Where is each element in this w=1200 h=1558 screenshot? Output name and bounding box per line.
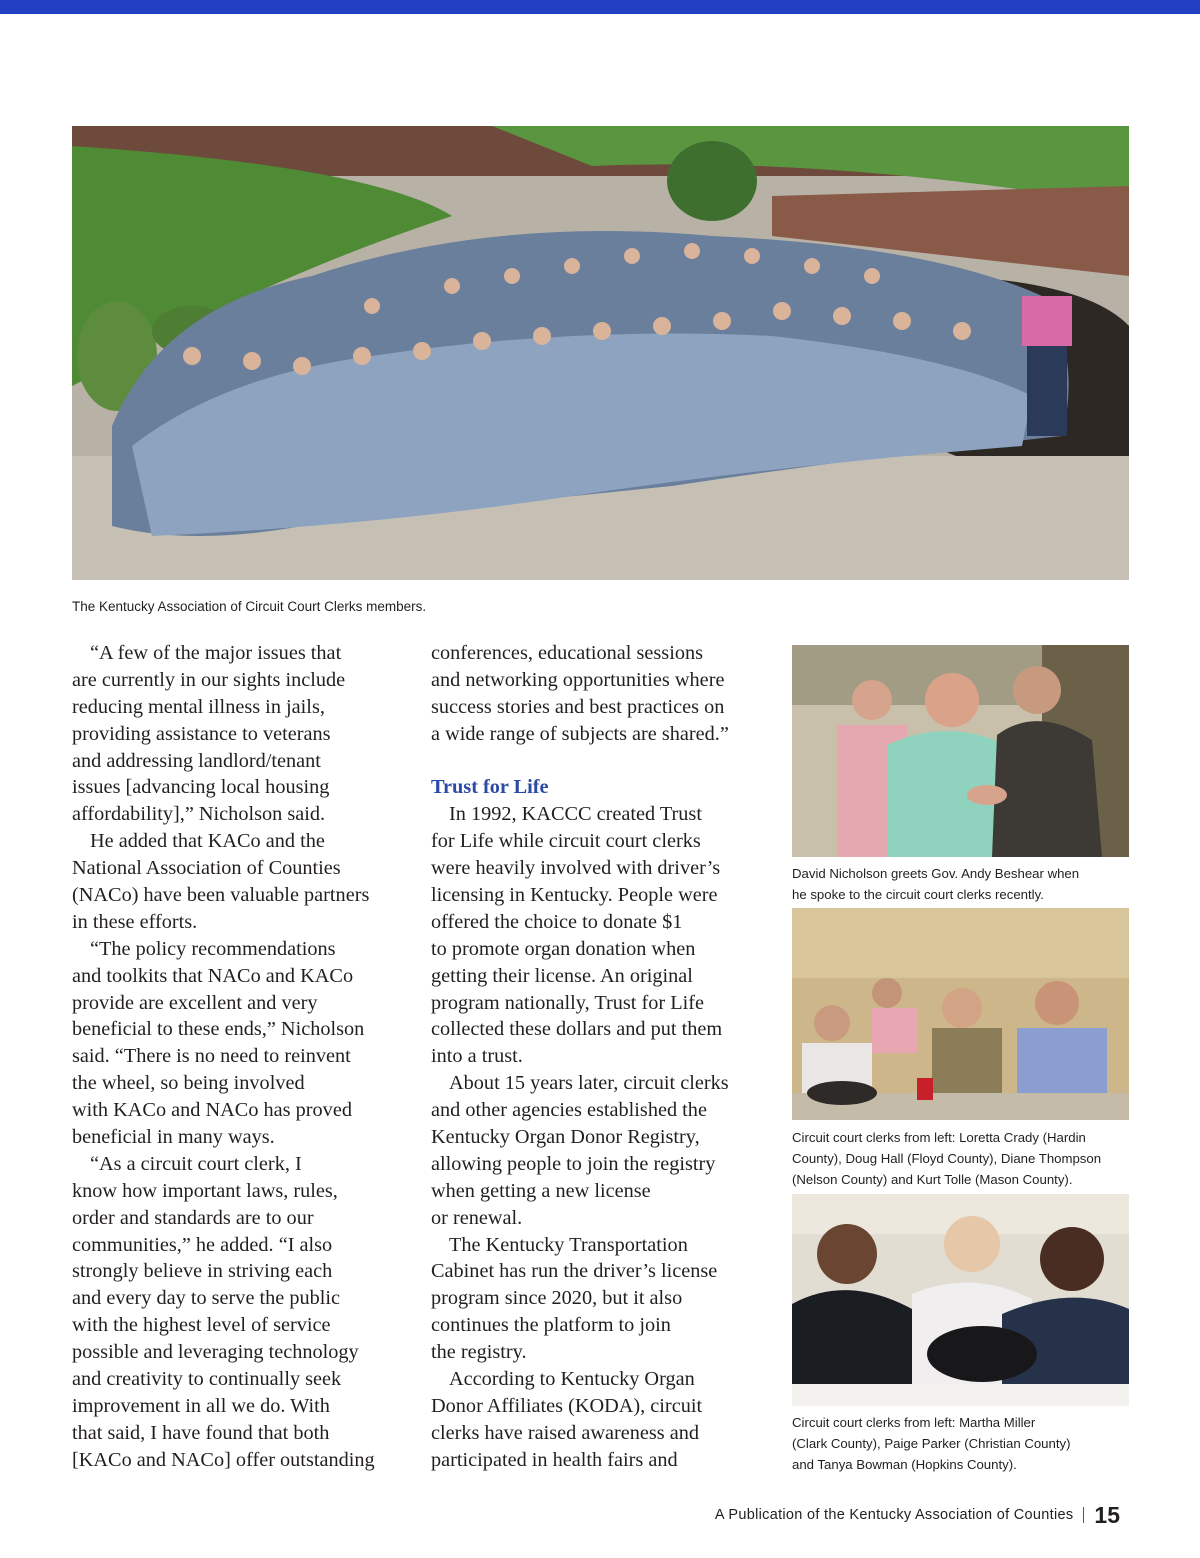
column1-line: provide are excellent and very (72, 991, 318, 1014)
column2-line: or renewal. (431, 1206, 523, 1229)
handshake-photo (792, 645, 1129, 857)
column2-line: Cabinet has run the driver’s license (431, 1260, 718, 1283)
caption-line: and Tanya Bowman (Hopkins County). (792, 1457, 1017, 1472)
column2-line: program since 2020, but it also (431, 1287, 683, 1310)
column2-line: for Life while circuit court clerks (431, 830, 701, 853)
column1-line: and toolkits that NACo and KACo (72, 964, 354, 987)
caption-line: David Nicholson greets Gov. Andy Beshear when (792, 866, 1080, 881)
column1-line: in these efforts. (72, 910, 198, 933)
page-number: 15 (1094, 1501, 1120, 1528)
meeting-caption (792, 1127, 1101, 1190)
column1-line: said. “There is no need to reinvent (72, 1045, 351, 1068)
column2-line: and other agencies established the (431, 1099, 707, 1122)
footer-divider (1083, 1507, 1084, 1523)
page-footer (715, 1500, 1120, 1530)
paragraph-gap (431, 748, 729, 775)
top-accent-bar (0, 0, 1200, 14)
column1-line: beneficial to these ends,” Nicholson (72, 1018, 365, 1041)
column2-line: collected these dollars and put them (431, 1018, 723, 1041)
column2-line: The Kentucky Transportation (449, 1233, 688, 1256)
column1-line: possible and leveraging technology (72, 1341, 359, 1364)
column2-line: the registry. (431, 1341, 527, 1364)
caption-line: (Clark County), Paige Parker (Christian County) (792, 1436, 1071, 1451)
publication-name: A Publication of the Kentucky Association of Counties (714, 1507, 1074, 1523)
column2-line: success stories and best practices on (431, 695, 725, 718)
column2-line: when getting a new license (431, 1179, 651, 1202)
column1-line: providing assistance to veterans (72, 722, 331, 745)
column2-line: allowing people to join the registry (431, 1152, 716, 1175)
caption-line: (Nelson County) and Kurt Tolle (Mason County). (792, 1172, 1073, 1187)
column1-line: communities,” he added. “I also (72, 1233, 333, 1256)
handshake-caption (792, 863, 1079, 905)
column2-line: licensing in Kentucky. People were (431, 884, 718, 907)
column2-line: clerks have raised awareness and (431, 1421, 700, 1444)
column2-line: According to Kentucky Organ (449, 1368, 695, 1391)
column2-line: participated in health fairs and (431, 1448, 678, 1471)
group-photo (72, 126, 1129, 580)
meeting-photo (792, 908, 1129, 1120)
caption-line: he spoke to the circuit court clerks recently. (792, 887, 1044, 902)
column1-line: National Association of Counties (72, 857, 341, 880)
column2-line: program nationally, Trust for Life (431, 991, 705, 1014)
column1-line: with the highest level of service (72, 1314, 331, 1337)
column2-line: conferences, educational sessions (431, 642, 704, 664)
column1-line: beneficial in many ways. (72, 1126, 275, 1149)
caption-line: Circuit court clerks from left: Loretta Crady (Hardin (792, 1130, 1086, 1145)
column1-line: order and standards are to our (72, 1206, 314, 1229)
caption-line: County), Doug Hall (Floyd County), Diane Thompson (792, 1151, 1102, 1166)
audience-caption (792, 1412, 1071, 1475)
article-column-1 (72, 640, 375, 1474)
article-column-2 (431, 640, 729, 1474)
column1-line: the wheel, so being involved (72, 1072, 305, 1095)
column1-line: and addressing landlord/tenant (72, 749, 321, 772)
column2-line: Donor Affiliates (KODA), circuit (431, 1394, 703, 1417)
column2-line: About 15 years later, circuit clerks (449, 1072, 729, 1095)
main-photo-caption: The Kentucky Association of Circuit Court Clerks members. (72, 599, 427, 614)
column1-line: and creativity to continually seek (72, 1368, 342, 1391)
column1-line: “A few of the major issues that (90, 642, 342, 664)
column2-line: into a trust. (431, 1045, 523, 1068)
column2-line: to promote organ donation when (431, 937, 696, 960)
column1-line: improvement in all we do. With (72, 1394, 330, 1417)
column1-line: know how important laws, rules, (72, 1179, 338, 1202)
section-heading: Trust for Life (431, 776, 549, 799)
column2-line: were heavily involved with driver’s (431, 857, 721, 880)
caption-line: Circuit court clerks from left: Martha Miller (792, 1415, 1036, 1430)
column2-line: continues the platform to join (431, 1314, 671, 1337)
column2-line: offered the choice to donate $1 (431, 910, 683, 933)
column2-line: getting their license. An original (431, 964, 693, 987)
column1-line: reducing mental illness in jails, (72, 695, 325, 718)
column2-line: and networking opportunities where (431, 668, 725, 691)
column1-line: issues [advancing local housing (72, 776, 330, 799)
column1-line: strongly believe in striving each (72, 1260, 333, 1283)
column1-line: He added that KACo and the (90, 830, 325, 853)
column1-line: affordability],” Nicholson said. (72, 803, 326, 826)
column2-line: In 1992, KACCC created Trust (449, 803, 702, 826)
column1-line: “As a circuit court clerk, I (90, 1152, 302, 1175)
column1-line: (NACo) have been valuable partners (72, 884, 370, 907)
column1-line: [KACo and NACo] offer outstanding (72, 1448, 375, 1471)
column1-line: and every day to serve the public (72, 1287, 341, 1310)
column1-line: “The policy recommendations (90, 937, 336, 960)
audience-photo (792, 1194, 1129, 1406)
column1-line: are currently in our sights include (72, 668, 346, 691)
column1-line: with KACo and NACo has proved (72, 1099, 352, 1122)
column2-line: Kentucky Organ Donor Registry, (431, 1126, 700, 1149)
column1-line: that said, I have found that both (72, 1421, 330, 1444)
column2-line: a wide range of subjects are shared.” (431, 722, 729, 745)
